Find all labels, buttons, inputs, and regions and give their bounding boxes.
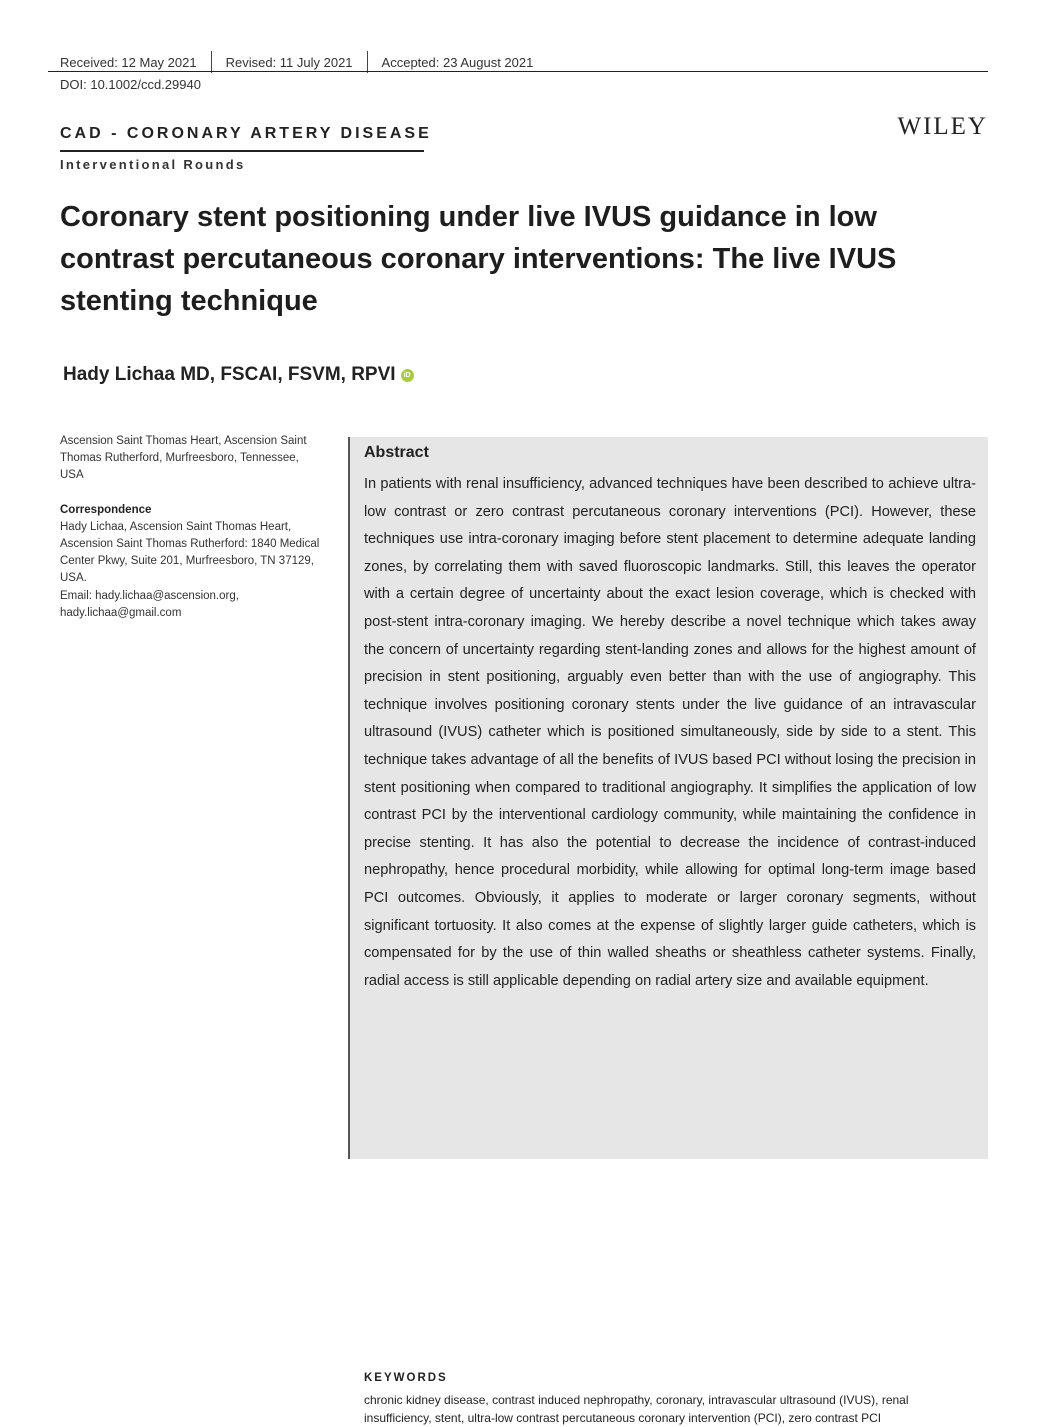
date-divider [211,51,212,73]
journal-subsection: Interventional Rounds [60,157,246,172]
journal-section: CAD - CORONARY ARTERY DISEASE [60,125,432,142]
affiliation: Ascension Saint Thomas Heart, Ascension Saint Thomas Rutherford, Murfreesboro, Tennessee, USA [60,435,307,482]
section-rule [60,150,424,152]
correspondence-email[interactable]: Email: hady.lichaa@ascension.org, hady.lichaa@gmail.com [60,589,239,619]
date-divider [367,51,368,73]
header-rule [48,71,988,72]
publisher-logo: WILEY [897,113,988,140]
doi[interactable]: DOI: 10.1002/ccd.29940 [60,77,201,92]
abstract-box [348,437,988,1425]
author-line [63,364,414,386]
article-dates [60,51,533,73]
correspondence-label: Correspondence [60,503,152,516]
abstract-heading: Abstract [364,444,429,461]
author-names: Hady Lichaa MD, FSCAI, FSVM, RPVI [63,364,396,385]
keywords-heading: KEYWORDS [364,1372,448,1384]
accepted-date: Accepted: 23 August 2021 [381,54,534,70]
orcid-icon[interactable]: iD [401,369,414,382]
received-date: Received: 12 May 2021 [60,54,197,70]
article-title: Coronary stent positioning under live IVUS guidance in low contrast percutaneous coronary interventions: The live IVUS stenting technique [60,201,897,317]
affiliation-column [60,433,320,622]
keywords-text: chronic kidney disease, contrast induced nephropathy, coronary, intravascular ultrasound (IVUS), renal insufficiency, stent, ultra-low contrast percutaneous coronary intervention (PCI), zero contrast PCI [364,1393,909,1425]
correspondence-address: Hady Lichaa, Ascension Saint Thomas Heart, Ascension Saint Thomas Rutherford: 1840 Medical Center Pkwy, Suite 201, Murfreesboro, TN 37129, USA. [60,520,320,585]
abstract-text: In patients with renal insufficiency, advanced techniques have been described to achieve ultra-low contrast or zero contrast percutaneous coronary interventions (PCI). However, these techniques use intra-coronary imaging before stent placement to determine adequate landing zones, by correlating them with saved fluoroscopic landmarks. Still, this leaves the operator with a certain degree of uncertainty about the exact lesion coverage, which is checked with post-stent intra-coronary imaging. We hereby describe a novel technique which takes away the concern of uncertainty regarding stent-landing zones and allows for the highest amount of precision in stent positioning, arguably even better than with the use of angiography. This technique involves positioning coronary stents under the live guidance of an intravascular ultrasound (IVUS) catheter which is positioned simultaneously, side by side to a stent. This technique takes advantage of all the benefits of IVUS based PCI without losing the precision in stent positioning when compared to traditional angiography. It simplifies the application of low contrast PCI by the interventional cardiology community, while maintaining the confidence in precise stenting. It has also the potential to decrease the incidence of contrast-induced nephropathy, hence procedural morbidity, while allowing for optimal long-term image based PCI outcomes. Obviously, it applies to moderate or larger coronary segments, without significant tortuosity. It also comes at the expense of slightly larger guide catheters, which is compensated for by the use of thin walled sheaths or sheathless catheter systems. Finally, radial access is still applicable depending on radial artery size and available equipment. [364,476,976,989]
revised-date: Revised: 11 July 2021 [225,54,353,70]
